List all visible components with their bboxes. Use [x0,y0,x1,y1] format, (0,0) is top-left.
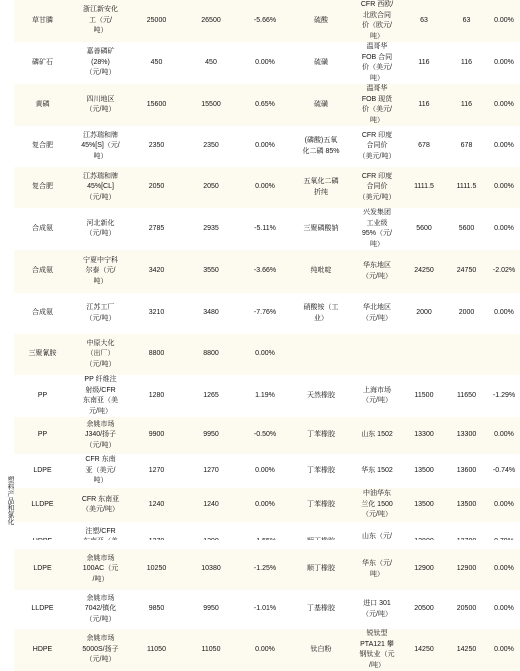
cell-change: 0.00% [239,629,291,671]
cell-price-current: 3420 [130,250,183,293]
cell-price-current: 2785 [130,208,183,250]
table-row [14,549,520,590]
cell-product: LDPE [14,549,71,590]
cell-spec: 宁夏中宁科 尔泰（元/ 吨） [71,250,130,293]
cell-product-2: 硫磺 [291,42,351,84]
cell-price-current-2: 1111.5 [403,167,445,208]
table-bottom-body [14,549,520,671]
table-row [14,417,520,454]
cell-spec-2: 华东地区 （元/吨） [351,250,403,293]
cell-price-previous-2: 11650 [445,375,488,417]
cell-price-current-2: 13500 [403,488,445,522]
price-table-bottom [14,549,520,671]
cell-spec-2: 华北地区 （元/吨） [351,293,403,334]
table-row [14,293,520,334]
cell-price-previous-2: 13600 [445,454,488,488]
cell-product: 合成氨 [14,293,71,334]
cell-spec-2: 进口 301 （元/吨） [351,590,403,629]
cell-product: PP [14,375,71,417]
cell-price-current-2 [403,334,445,375]
cell-product-2: 天然橡胶 [291,375,351,417]
table-row [14,629,520,671]
cell-price-current-2: 63 [403,0,445,42]
cell-price-previous: 26500 [183,0,239,42]
table-row [14,126,520,167]
cell-price-current: 9850 [130,590,183,629]
cell-change-2: 0.00% [488,590,520,629]
cell-change: -0.50% [239,417,291,454]
cell-spec: 河北新化 （元/吨） [71,208,130,250]
cell-change-2: 0.00% [488,629,520,671]
cell-spec-2: 上海市场 （元/吨） [351,375,403,417]
cell-price-previous: 1270 [183,454,239,488]
cell-product: 合成氨 [14,250,71,293]
cell-price-previous: 2935 [183,208,239,250]
cell-spec-2: 山东 1502 [351,417,403,454]
cell-spec: 余姚市场 5000S/扬子 （元/吨） [71,629,130,671]
cell-price-current: 15600 [130,84,183,126]
price-table-top [14,0,520,563]
cell-price-current: 450 [130,42,183,84]
cell-product-2 [291,334,351,375]
cell-spec-2: 华东 1502 [351,454,403,488]
table-top-body [14,0,520,563]
cell-price-previous-2: 2000 [445,293,488,334]
cell-product-2: 丁苯橡胶 [291,417,351,454]
cell-product-2: 丁基橡胶 [291,590,351,629]
cell-change-2: 0.00% [488,0,520,42]
cell-price-current-2: 116 [403,42,445,84]
cell-product-2: 硫磺 [291,84,351,126]
cell-price-current-2: 5600 [403,208,445,250]
cell-spec: PP 纤维注 射级/CFR 东南亚（美 元/吨） [71,375,130,417]
cell-price-current-2: 12900 [403,549,445,590]
cell-price-previous-2: 116 [445,42,488,84]
cell-price-current-2: 11500 [403,375,445,417]
cell-price-previous-2: 63 [445,0,488,42]
section-side-label: 塑料产品和氯化 [7,475,14,525]
table-row [14,375,520,417]
section-gap [14,540,520,549]
cell-change-2: 0.00% [488,293,520,334]
cell-price-current-2: 14250 [403,629,445,671]
cell-price-previous-2: 5600 [445,208,488,250]
cell-change: 0.00% [239,126,291,167]
cell-price-previous-2: 12900 [445,549,488,590]
cell-price-current-2: 24250 [403,250,445,293]
table-row [14,42,520,84]
table-row [14,590,520,629]
cell-product-2: 硫酸 [291,0,351,42]
cell-price-current: 2050 [130,167,183,208]
table-row [14,334,520,375]
cell-spec-2: 兴发集团 工业级 95%（元/ 吨） [351,208,403,250]
cell-price-previous-2: 13300 [445,417,488,454]
cell-product-2: (磷酸)五氧 化二磷 85% [291,126,351,167]
table-row [14,0,520,42]
cell-price-current-2: 116 [403,84,445,126]
cell-change-2: 0.00% [488,84,520,126]
cell-change: -5.66% [239,0,291,42]
cell-price-current-2: 13500 [403,454,445,488]
cell-price-current: 11050 [130,629,183,671]
cell-spec-2: CFR 印度 合同价 （美元/吨） [351,126,403,167]
cell-price-previous: 15500 [183,84,239,126]
cell-product-2: 丁苯橡胶 [291,488,351,522]
cell-price-previous: 450 [183,42,239,84]
cell-change: -1.01% [239,590,291,629]
cell-change: -1.25% [239,549,291,590]
cell-price-previous-2: 20500 [445,590,488,629]
cell-price-current: 3210 [130,293,183,334]
cell-product: LDPE [14,454,71,488]
cell-product: 磷矿石 [14,42,71,84]
cell-price-previous-2: 678 [445,126,488,167]
cell-product: HDPE [14,629,71,671]
cell-price-previous-2: 24750 [445,250,488,293]
cell-price-previous-2: 14250 [445,629,488,671]
cell-price-current-2: 2000 [403,293,445,334]
cell-spec-2: 温哥华 FOB 合同 价（美元/ 吨） [351,42,403,84]
table-row [14,454,520,488]
table-row [14,208,520,250]
cell-spec: 四川地区 （元/吨） [71,84,130,126]
cell-spec-2: 温哥华 FOB 现货 价（美元/ 吨） [351,84,403,126]
table-row [14,167,520,208]
cell-product: 复合肥 [14,126,71,167]
cell-price-previous: 1240 [183,488,239,522]
cell-price-current: 1270 [130,454,183,488]
cell-change: 0.00% [239,42,291,84]
cell-change: 1.19% [239,375,291,417]
cell-product-2: 硝酸铵（工 业） [291,293,351,334]
cell-change: 0.65% [239,84,291,126]
cell-spec: 嘉善磷矿 (28%) （元/吨） [71,42,130,84]
cell-product: LLDPE [14,488,71,522]
cell-change-2 [488,334,520,375]
cell-product-2: 纯吡啶 [291,250,351,293]
cell-price-current: 2350 [130,126,183,167]
cell-change-2: -2.02% [488,250,520,293]
cell-change-2: 0.00% [488,42,520,84]
cell-change: -5.11% [239,208,291,250]
cell-product-2: 钛白粉 [291,629,351,671]
cell-price-previous: 2350 [183,126,239,167]
cell-change: 0.00% [239,167,291,208]
cell-product: LLDPE [14,590,71,629]
cell-product-2: 三聚磷酸钠 [291,208,351,250]
cell-change: 0.00% [239,454,291,488]
cell-change-2: -1.29% [488,375,520,417]
cell-price-current: 8800 [130,334,183,375]
cell-price-previous: 2050 [183,167,239,208]
cell-spec: 江苏瑞和牌 45%[CL] （元/吨） [71,167,130,208]
cell-spec: CFR 东南亚 （美元/吨） [71,488,130,522]
cell-spec-2: CFR 西欧/ 北欧合同 价（欧元/ 吨） [351,0,403,42]
table-row [14,250,520,293]
cell-spec-2 [351,334,403,375]
cell-price-current: 9900 [130,417,183,454]
table-row [14,84,520,126]
cell-product-2: 丁苯橡胶 [291,454,351,488]
cell-spec-2: 华东（元/ 吨） [351,549,403,590]
cell-price-current: 1240 [130,488,183,522]
cell-change-2: 0.00% [488,126,520,167]
cell-spec: 余姚市场 7042/镇化 （元/吨） [71,590,130,629]
cell-change: 0.00% [239,334,291,375]
cell-spec: 中原大化 （出厂） （元/吨） [71,334,130,375]
cell-change: -3.66% [239,250,291,293]
cell-price-previous-2: 1111.5 [445,167,488,208]
cell-price-previous: 11050 [183,629,239,671]
cell-price-previous: 1265 [183,375,239,417]
cell-change: 0.00% [239,488,291,522]
cell-price-current-2: 678 [403,126,445,167]
cell-product: 合成氨 [14,208,71,250]
cell-change-2: 0.00% [488,208,520,250]
cell-spec: 余姚市场 J340/扬子 （元/吨） [71,417,130,454]
cell-price-previous: 9950 [183,590,239,629]
cell-product: 复合肥 [14,167,71,208]
cell-price-current: 10250 [130,549,183,590]
cell-product: 黄磷 [14,84,71,126]
cell-spec: 江苏工厂 （元/吨） [71,293,130,334]
cell-spec: CFR 东南 亚（美元/ 吨） [71,454,130,488]
cell-price-current-2: 13300 [403,417,445,454]
cell-price-previous-2 [445,334,488,375]
cell-product-2: 五氧化二磷 折纯 [291,167,351,208]
cell-change-2: 0.00% [488,488,520,522]
cell-change-2: 0.00% [488,417,520,454]
cell-product: 草甘膦 [14,0,71,42]
cell-spec-2: 锐钛型 PTA121 攀 钢钛业（元 /吨） [351,629,403,671]
cell-spec-2: CFR 印度 合同价 （美元/吨） [351,167,403,208]
cell-price-previous: 9950 [183,417,239,454]
cell-change: -7.76% [239,293,291,334]
table-row [14,488,520,522]
cell-change-2: -0.74% [488,454,520,488]
cell-change-2: 0.00% [488,167,520,208]
cell-price-current: 1280 [130,375,183,417]
cell-change-2: 0.00% [488,549,520,590]
cell-price-previous: 3550 [183,250,239,293]
cell-spec: 浙江新安化 工（元/ 吨） [71,0,130,42]
cell-price-previous-2: 116 [445,84,488,126]
cell-spec: 余姚市场 100AC（元 /吨） [71,549,130,590]
cell-spec: 江苏瑞和牌 45%[S]（元/ 吨） [71,126,130,167]
cell-spec-2: 山东（元/ [351,522,403,563]
cell-spec: 注塑/CFR [71,522,130,563]
cell-price-previous: 10380 [183,549,239,590]
cell-price-current-2: 20500 [403,590,445,629]
cell-price-previous: 8800 [183,334,239,375]
cell-product: 三聚氰胺 [14,334,71,375]
cell-price-current: 25000 [130,0,183,42]
cell-price-previous: 3480 [183,293,239,334]
cell-spec-2: 中油华东 兰化 1500 （元/吨） [351,488,403,522]
cell-product: PP [14,417,71,454]
cell-price-previous-2: 13500 [445,488,488,522]
cell-product-2: 顺丁橡胶 [291,549,351,590]
